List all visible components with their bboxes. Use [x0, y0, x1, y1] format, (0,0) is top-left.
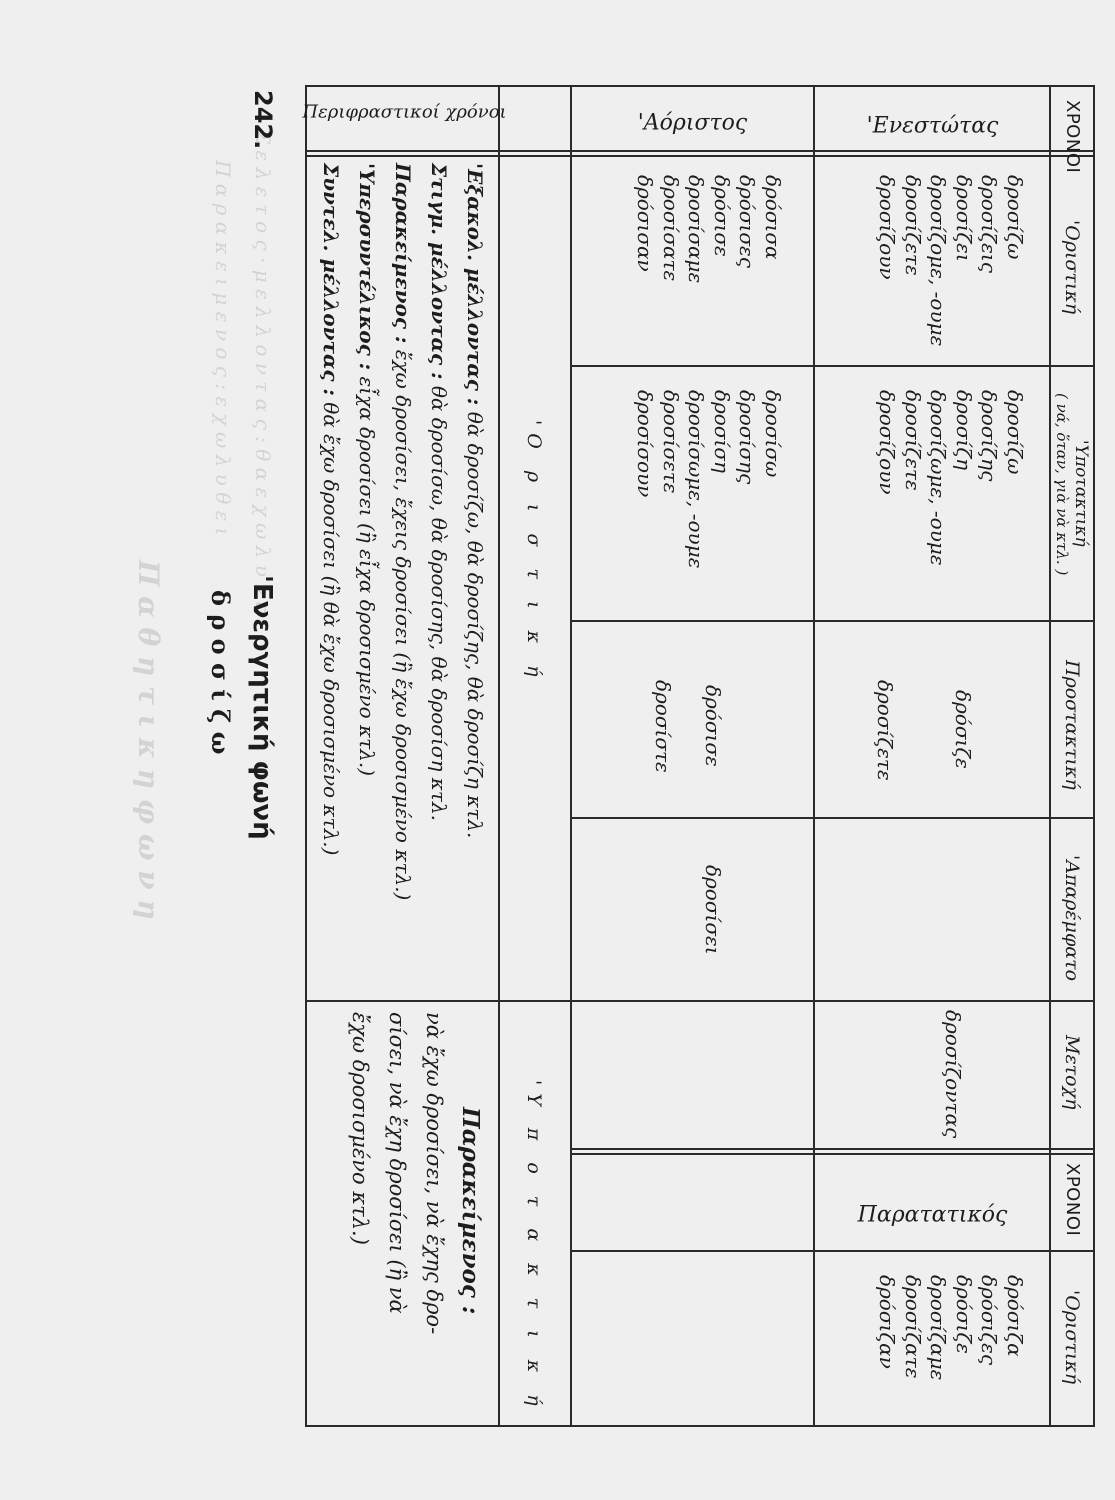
table-rule [570, 1250, 1095, 1252]
form: δροσίζη [952, 390, 976, 471]
bleed-through: Π α ρ α κ ε ι μ ε ν ο ς : ε χ ω λ υ θ ε ι [211, 160, 235, 536]
aoristos-prostaktiki-1: δρόσισε [701, 685, 725, 767]
table-rule [498, 1000, 500, 1425]
col-header-oristiki: 'Οριστική [1061, 220, 1083, 315]
form: δροσίζωμε, -ουμε [926, 390, 951, 566]
tense-label: Συντελ. μέλλοντας : [319, 163, 343, 396]
table-rule [1049, 1000, 1051, 1425]
form: δρόσιζες [977, 1275, 1002, 1366]
form: δροσίσωμε, -ουμε [684, 390, 709, 569]
form: δρόσιζαν [875, 1275, 900, 1369]
table-border [1093, 85, 1095, 1425]
tense-label: Παρακείμενος : [391, 163, 415, 344]
form: δροσίζομε, -ουμε [926, 175, 951, 347]
list-item [421, 163, 457, 900]
tense-forms: θὰ δροσίσω, θὰ δροσίσης, θὰ δροσίση κτλ. [427, 385, 451, 821]
paratatikos-oristiki [874, 1275, 1027, 1380]
table-rule [570, 1000, 572, 1425]
tense-forms-line: ἔχω δροσισμένο κτλ.) [348, 1012, 372, 1245]
table-rule [305, 150, 1095, 152]
table-border [305, 85, 1095, 87]
table-rule [813, 85, 815, 1002]
form: δροσίζεις [977, 175, 1002, 273]
form: δροσίζης [977, 390, 1002, 482]
form: δροσίσουν [633, 390, 658, 498]
form: δροσίζω [1003, 175, 1027, 260]
col-header-ypotaktiki-sub: ( νά, ὅταν, γιὰ νὰ κτλ. ) [1053, 393, 1071, 576]
list-item [457, 163, 493, 900]
tense-forms-line: σίσει, νὰ ἔχη δροσίσει (ἢ νὰ [385, 1012, 409, 1314]
table-rule [570, 365, 1095, 367]
aoristos-ypotaktiki [632, 390, 785, 568]
aoristos-aparemfato: δροσίσει [701, 865, 725, 955]
form: δρόσιζα [1003, 1275, 1027, 1357]
table-border [305, 1425, 1095, 1427]
form: δροσίζουν [875, 390, 900, 495]
form: δροσίζει [952, 175, 976, 262]
table-rule [305, 155, 1095, 157]
table-rule [498, 85, 500, 1002]
table-rule [813, 1000, 815, 1425]
form: δροσίζω [1003, 390, 1027, 475]
row-label-aoristos: 'Αόριστος [637, 110, 748, 136]
form: δρόσιζε [952, 1275, 976, 1354]
tense-forms: ἔχω δροσίσει, ἔχεις δροσίσει (ἢ ἔχω δροσισμένο κτλ.) [391, 349, 415, 901]
row-label-periphrastikoi: Περιφραστικοί χρόνοι [302, 101, 507, 123]
col-header-xronoi-2: ΧΡΟΝΟΙ [1062, 1163, 1083, 1237]
table-border [305, 85, 307, 1425]
periphrastic-ypotaktiki [341, 1012, 489, 1334]
form: δροσίζατε [901, 1275, 925, 1379]
col-header-aparemfato: 'Απαρέμφατο [1061, 855, 1083, 982]
page-heading: 'Ενεργητική φωνή [247, 575, 277, 840]
table-rule [570, 1153, 1095, 1155]
enestotas-oristiki [874, 175, 1027, 346]
form: δροσίσατε [659, 175, 683, 282]
table-rule [305, 1000, 1095, 1002]
row-label-paratatikos: Παρατατικός [857, 1202, 1008, 1228]
list-item [349, 163, 385, 900]
col-header-ypotaktiki: 'Υποτακτική [1071, 440, 1091, 547]
bleed-through: Π α θ η τ ι κ η φ ω ν η [132, 560, 165, 920]
form: δροσίζετε [901, 175, 925, 276]
form: δροσίση [710, 390, 734, 473]
list-item [313, 163, 349, 900]
col-header-xronoi: ΧΡΟΝΟΙ [1062, 100, 1083, 174]
enestotas-prostaktiki-1: δρόσιζε [951, 690, 975, 769]
form: δρόσισες [735, 175, 760, 268]
tense-label: Παρακείμενος : [457, 1107, 484, 1315]
table-rule [570, 817, 1095, 819]
periphrastic-oristiki-label: 'Ο ρ ι σ τ ι κ ή [523, 420, 545, 685]
enestotas-ypotaktiki [874, 390, 1027, 566]
tense-label: Στιγμ. μέλλοντας : [427, 163, 451, 380]
periphrastic-ypotaktiki-label: 'Υ π ο τ α κ τ ι κ ή [523, 1080, 545, 1414]
form: δρόσισε [710, 175, 734, 257]
tense-forms: θὰ ἔχω δροσίσει (ἢ θὰ ἔχω δροσισμένο κτλ.) [319, 402, 343, 856]
form: δρόσισα [761, 175, 785, 260]
form: δροσίζουν [875, 175, 900, 280]
tense-forms-line: νὰ ἔχω δροσίσει, νὰ ἔχης δρο- [422, 1012, 446, 1335]
enestotas-metoxi: δροσίζοντας [941, 1010, 965, 1139]
table-rule [570, 620, 1095, 622]
table-rule [1049, 85, 1051, 1002]
col-header-oristiki-2: 'Οριστική [1061, 1290, 1083, 1385]
col-header-metoxi: Μετοχή [1061, 1035, 1083, 1110]
verb-title: δ ρ ο σ ί ζ ω [206, 590, 235, 755]
periphrastic-oristiki-list [313, 163, 493, 900]
row-label-enestotas: 'Ενεστώτας [866, 113, 999, 139]
form: δροσίσω [761, 390, 785, 478]
page-number: 242. [249, 90, 277, 150]
table-rule [570, 85, 572, 1002]
tense-forms: θὰ δροσίζω, θὰ δροσίζης, θὰ δροσίζη κτλ. [463, 411, 487, 839]
tense-label: 'Εξακολ. μέλλοντας : [463, 163, 487, 406]
aoristos-oristiki [632, 175, 785, 283]
form: δροσίζαμε [926, 1275, 951, 1381]
form: δροσίζετε [901, 390, 925, 491]
form: δροσίσης [735, 390, 760, 485]
tense-forms: εἶχα δροσίσει (ἢ εἶχα δροσισμένο κτλ.) [355, 376, 379, 776]
form: δροσίσαμε [684, 175, 709, 284]
aoristos-prostaktiki-2: δροσίστε [651, 680, 675, 773]
bleed-through: Σ ε λ ε τ ο ς · μ ε λ λ ο ν τ α ς : θ α ε χ ω λ υ ν ε ι [251, 130, 275, 627]
form: δρόσισαν [633, 175, 658, 272]
list-item [385, 163, 421, 900]
form: δροσίσετε [659, 390, 683, 494]
col-header-prostaktiki: Προστακτική [1061, 660, 1083, 790]
table-rule [570, 1148, 1095, 1150]
enestotas-prostaktiki-2: δροσίζετε [873, 680, 897, 781]
tense-label: 'Υπερσυντέλικος : [355, 163, 379, 371]
